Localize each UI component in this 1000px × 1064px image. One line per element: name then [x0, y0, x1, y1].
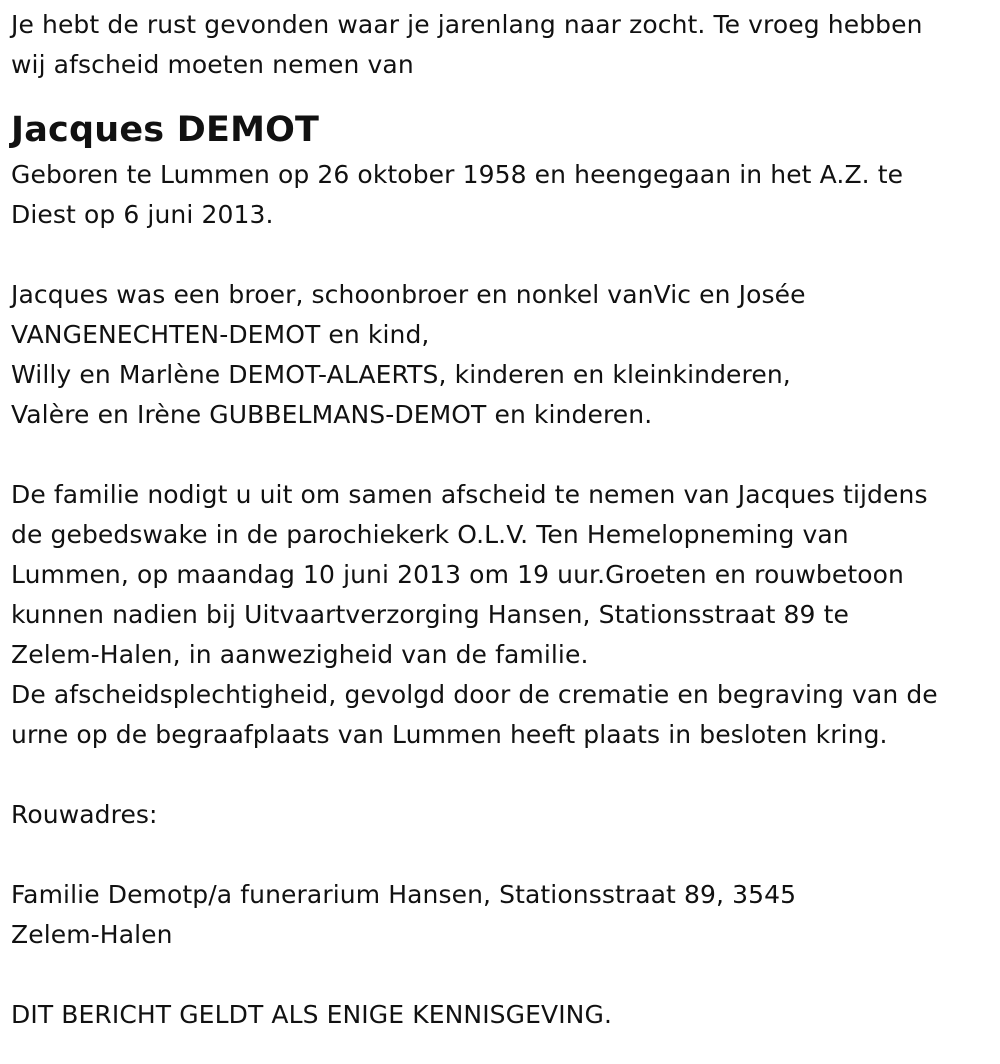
deceased-name: Jacques DEMOT: [11, 110, 320, 150]
paragraph-spacer: [11, 955, 990, 995]
ceremony-line: Zelem-Halen, in aanwezigheid van de familie.: [11, 640, 589, 669]
ceremony-paragraph: [11, 475, 990, 755]
address-line: Zelem-Halen: [11, 920, 173, 949]
family-line: Valère en Irène GUBBELMANS-DEMOT en kinderen.: [11, 400, 653, 429]
family-paragraph: [11, 275, 990, 435]
family-line: Willy en Marlène DEMOT-ALAERTS, kinderen en kleinkinderen,: [11, 360, 791, 389]
birth-line: Geboren te Lummen op 26 oktober 1958 en heengegaan in het A.Z. te: [11, 160, 904, 189]
ceremony-line: De afscheidsplechtigheid, gevolgd door de crematie en begraving van de: [11, 680, 938, 709]
intro-line: wij afscheid moeten nemen van: [11, 50, 414, 79]
birth-paragraph: [11, 155, 990, 235]
ceremony-line: urne op de begraafplaats van Lummen heeft plaats in besloten kring.: [11, 720, 888, 749]
paragraph-spacer: [11, 235, 990, 275]
paragraph-spacer: [11, 435, 990, 475]
ceremony-line: kunnen nadien bij Uitvaartverzorging Hansen, Stationsstraat 89 te: [11, 600, 849, 629]
ceremony-line: de gebedswake in de parochiekerk O.L.V. Ten Hemelopneming van: [11, 520, 849, 549]
birth-line: Diest op 6 juni 2013.: [11, 200, 274, 229]
ceremony-line: Lummen, op maandag 10 juni 2013 om 19 uur.Groeten en rouwbetoon: [11, 560, 904, 589]
family-line: Jacques was een broer, schoonbroer en nonkel vanVic en Josée: [11, 280, 806, 309]
address-paragraph: [11, 875, 990, 955]
paragraph-spacer: [11, 835, 990, 875]
address-label: Rouwadres:: [11, 800, 158, 829]
family-line: VANGENECHTEN-DEMOT en kind,: [11, 320, 430, 349]
ceremony-line: De familie nodigt u uit om samen afscheid te nemen van Jacques tijdens: [11, 480, 928, 509]
intro-line: Je hebt de rust gevonden waar je jarenlang naar zocht. Te vroeg hebben: [11, 10, 923, 39]
notice-text: DIT BERICHT GELDT ALS ENIGE KENNISGEVING.: [11, 1000, 612, 1029]
address-line: Familie Demotp/a funerarium Hansen, Stationsstraat 89, 3545: [11, 880, 797, 909]
intro-paragraph: [11, 0, 990, 85]
paragraph-spacer: [11, 755, 990, 795]
